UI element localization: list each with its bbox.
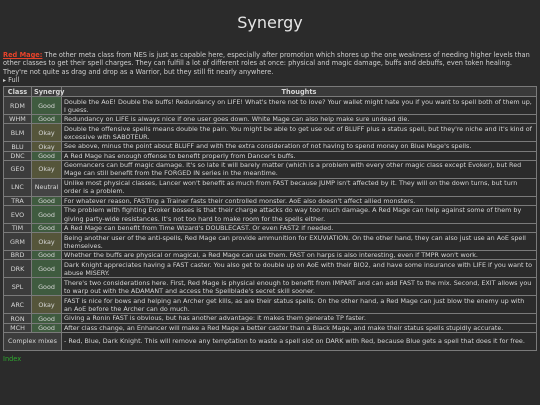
- synergy-cell: Neutral: [32, 178, 62, 196]
- class-cell: MCH: [4, 323, 32, 332]
- class-cell: GEO: [4, 160, 32, 178]
- table-row: [4, 97, 537, 115]
- index-link[interactable]: Index: [3, 354, 22, 363]
- class-cell: WHM: [4, 115, 32, 124]
- thoughts-cell: There's two considerations here. First, Red Mage is physical enough to benefit from IMPART and can add FAST to the mix. Second, EXIT allows you to warp out with the ADAMANT and access the Spellblade's secret skill sooner.: [62, 278, 537, 296]
- thoughts-cell: See above, minus the point about BLUFF and with the extra consideration of not having to spend money on Blue Mage's spells.: [62, 142, 537, 151]
- synergy-cell: Okay: [32, 142, 62, 151]
- thoughts-cell: Redundancy on LIFE is always nice if one user goes down. White Mage can also help make sure undead die.: [62, 115, 537, 124]
- table-row: [4, 124, 537, 142]
- class-cell: Complex mixes: [4, 332, 62, 350]
- full-toggle[interactable]: [3, 76, 537, 85]
- thoughts-cell: Unlike most physical classes, Lancer won't benefit as much from FAST because JUMP isn't affected by it. They will on the down turns, but turn order is a problem.: [62, 178, 537, 196]
- triangle-right-icon: ▸: [3, 77, 7, 85]
- thoughts-cell: Double the offensive spells means double the pain. You might be able to get use out of BLUFF plus a status spell, but they're niche and it's kind of excessive with SABOTEUR.: [62, 124, 537, 142]
- table-body: [4, 97, 537, 351]
- class-cell: RON: [4, 314, 32, 323]
- class-cell: BLM: [4, 124, 32, 142]
- class-cell: ARC: [4, 296, 32, 314]
- thoughts-cell: Geomancers can buff magic damage. It's so late it will barely matter (which is a problem with every other magic class except Evoker), but Red Mage can still benefit from the FORGED IN series in the meantime.: [62, 160, 537, 178]
- thoughts-cell: For whatever reason, FASTing a Trainer fasts their controlled monster. AoE also doesn't affect allied monsters.: [62, 196, 537, 205]
- table-row: [4, 115, 537, 124]
- synergy-cell: Good: [32, 115, 62, 124]
- full-toggle-label: Full: [8, 76, 20, 85]
- synergy-cell: Okay: [32, 160, 62, 178]
- class-cell: GRM: [4, 233, 32, 251]
- table-row: [4, 233, 537, 251]
- table-row: [4, 260, 537, 278]
- intro-class-name[interactable]: Red Mage:: [3, 51, 43, 59]
- thoughts-cell: Whether the buffs are physical or magical, a Red Mage can use them. FAST on harps is also interesting, even if TMPR won't work.: [62, 251, 537, 260]
- intro-text: The other meta class from NES is just as capable here, especially after promotion which shores up the one weakness of needing higher levels than other classes to get their spell charges. They can fulfill a lot of different roles at once: physical and magic damage, buffs and debuffs, even token healing. They're not quite as drag and drop as a Warrior, but they still fit nearly anywhere.: [3, 51, 530, 76]
- synergy-cell: Good: [32, 314, 62, 323]
- synergy-cell: Good: [32, 196, 62, 205]
- table-row: [4, 251, 537, 260]
- thoughts-cell: Being another user of the anti-spells, Red Mage can provide ammunition for EXUVIATION. On the other hand, they can also just use an AoE spell themselves.: [62, 233, 537, 251]
- synergy-cell: Okay: [32, 233, 62, 251]
- table-row: [4, 332, 537, 350]
- table-header-row: [4, 87, 537, 97]
- table-row: [4, 142, 537, 151]
- intro-paragraph: [3, 51, 537, 76]
- synergy-cell: Good: [32, 260, 62, 278]
- class-cell: TRA: [4, 196, 32, 205]
- thoughts-cell: The problem with fighting Evoker bosses is that their charge attacks do way too much damage. A Red Mage can help against some of them by giving party-wide resistances. It's not too hard to make room for the spells either.: [62, 206, 537, 224]
- class-cell: DRK: [4, 260, 32, 278]
- synergy-cell: Good: [32, 97, 62, 115]
- table-row: [4, 224, 537, 233]
- synergy-cell: Good: [32, 151, 62, 160]
- table-row: [4, 314, 537, 323]
- header-class: Class: [4, 87, 32, 97]
- synergy-cell: Okay: [32, 124, 62, 142]
- thoughts-cell: - Red, Blue, Dark Knight. This will remove any temptation to waste a spell slot on DARK with Red, because Blue gets a spell that does it for free.: [62, 332, 537, 350]
- table-row: [4, 160, 537, 178]
- class-cell: EVO: [4, 206, 32, 224]
- class-cell: TIM: [4, 224, 32, 233]
- thoughts-cell: A Red Mage has enough offense to benefit properly from Dancer's buffs.: [62, 151, 537, 160]
- class-cell: BLU: [4, 142, 32, 151]
- synergy-table: [3, 86, 537, 351]
- synergy-cell: Good: [32, 278, 62, 296]
- table-row: [4, 151, 537, 160]
- class-cell: RDM: [4, 97, 32, 115]
- synergy-cell: Good: [32, 251, 62, 260]
- thoughts-cell: After class change, an Enhancer will make a Red Mage a better caster than a Black Mage, and make their status spells stupidly accurate.: [62, 323, 537, 332]
- header-thoughts: Thoughts: [62, 87, 537, 97]
- class-cell: SPL: [4, 278, 32, 296]
- page-title: Synergy: [237, 13, 303, 32]
- table-row: [4, 323, 537, 332]
- synergy-cell: Okay: [32, 296, 62, 314]
- thoughts-cell: Dark Knight appreciates having a FAST caster. You also get to double up on AoE with their BIO2, and have some insurance with LIFE if you want to abuse MISERY.: [62, 260, 537, 278]
- table-row: [4, 178, 537, 196]
- synergy-cell: Good: [32, 323, 62, 332]
- class-cell: LNC: [4, 178, 32, 196]
- table-row: [4, 296, 537, 314]
- class-cell: BRD: [4, 251, 32, 260]
- thoughts-cell: Double the AoE! Double the buffs! Redundancy on LIFE! What's there not to love? Your wallet might hate you if you want to spell both of them up, I guess.: [62, 97, 537, 115]
- synergy-cell: Good: [32, 224, 62, 233]
- class-cell: DNC: [4, 151, 32, 160]
- table-row: [4, 278, 537, 296]
- thoughts-cell: A Red Mage can benefit from Time Wizard's DOUBLECAST. Or even FAST2 if needed.: [62, 224, 537, 233]
- thoughts-cell: FAST is nice for bows and helping an Archer get kills, as are their status spells. On the other hand, a Red Mage can just blow the enemy up with an AoE before the Archer can do much.: [62, 296, 537, 314]
- thoughts-cell: Giving a Ronin FAST is obvious, but has another advantage: it makes them generate TP faster.: [62, 314, 537, 323]
- table-row: [4, 206, 537, 224]
- synergy-cell: Good: [32, 206, 62, 224]
- header-synergy: Synergy: [32, 87, 62, 97]
- table-row: [4, 196, 537, 205]
